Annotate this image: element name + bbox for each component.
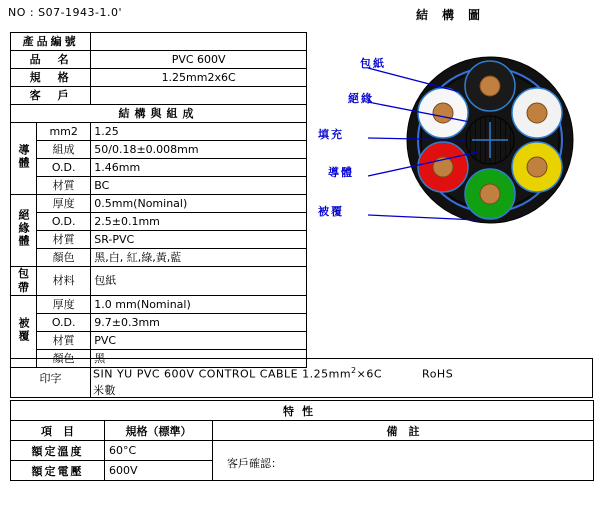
sub-label-tape-material: 材料	[37, 267, 91, 296]
callout-conductor: 導體	[328, 166, 354, 179]
core-yellow-conductor	[527, 157, 547, 177]
value-jacket-color: 黑	[91, 350, 307, 368]
structure-diagram-title: 結構圖	[415, 8, 494, 22]
value-conductor-od: 1.46mm	[91, 159, 307, 177]
print-marking-line2: 米數	[93, 383, 116, 397]
remark-note: 客戶確認：	[213, 441, 594, 481]
value-insulation-od: 2.5±0.1mm	[91, 213, 307, 231]
sub-label-conductor-area: mm2	[37, 123, 91, 141]
table-row	[11, 296, 307, 314]
sub-label-jacket-color: 顏色	[37, 350, 91, 368]
table-row	[11, 332, 307, 350]
sub-label-jacket-od: O.D.	[37, 314, 91, 332]
table-row	[11, 33, 307, 51]
sub-label-conductor-material: 材質	[37, 177, 91, 195]
sub-label-conductor-construction: 組成	[37, 141, 91, 159]
row-value-rated-voltage: 600V	[105, 461, 213, 481]
value-jacket-material: PVC	[91, 332, 307, 350]
group-label-conductor: 導體	[11, 123, 37, 195]
table-row	[11, 87, 307, 105]
table-row	[11, 401, 594, 421]
value-insulation-color: 黑,白, 紅,綠,黃,藍	[91, 249, 307, 267]
value-jacket-thickness: 1.0 mm(Nominal)	[91, 296, 307, 314]
callout-insulation: 絕緣	[348, 92, 374, 105]
row-label-product-name: 品 名	[11, 51, 91, 69]
table-row	[11, 213, 307, 231]
table-row	[11, 314, 307, 332]
value-insulation-thickness: 0.5mm(Nominal)	[91, 195, 307, 213]
sub-label-insulation-od: O.D.	[37, 213, 91, 231]
table-row	[11, 177, 307, 195]
core-white-2-conductor	[433, 103, 453, 123]
characteristics-table	[10, 400, 594, 481]
row-value-rated-temperature: 60°C	[105, 441, 213, 461]
value-insulation-material: SR-PVC	[91, 231, 307, 249]
core-black-conductor	[480, 76, 500, 96]
col-header-item: 項 目	[11, 421, 105, 441]
row-value-customer	[91, 87, 307, 105]
value-conductor-material: BC	[91, 177, 307, 195]
table-row	[11, 141, 307, 159]
row-label-specification: 規 格	[11, 69, 91, 87]
table-row	[11, 69, 307, 87]
sub-label-insulation-material: 材質	[37, 231, 91, 249]
group-label-tape: 包帶	[11, 267, 37, 296]
row-value-product-code	[91, 33, 307, 51]
cable-cross-section-drawing	[310, 30, 600, 270]
row-value-product-name: PVC 600V	[91, 51, 307, 69]
row-label-product-code: 產品編號	[11, 33, 91, 51]
callout-jacket: 被覆	[318, 205, 344, 218]
group-label-insulation: 絕緣體	[11, 195, 37, 267]
row-value-specification: 1.25mm2x6C	[91, 69, 307, 87]
table-row	[11, 249, 307, 267]
sub-label-jacket-thickness: 厚度	[37, 296, 91, 314]
table-row	[11, 195, 307, 213]
document-number: NO : S07-1943-1.0'	[8, 6, 123, 19]
group-label-jacket: 被覆	[11, 296, 37, 368]
callout-tape: 包紙	[360, 57, 386, 70]
sub-label-conductor-od: O.D.	[37, 159, 91, 177]
cable-cross-section-svg	[310, 30, 600, 270]
specification-table	[10, 32, 307, 368]
row-label-rated-voltage: 額定電壓	[11, 461, 105, 481]
table-row	[11, 123, 307, 141]
table-row	[11, 159, 307, 177]
table-row	[11, 441, 594, 461]
value-tape-material: 包紙	[91, 267, 307, 296]
print-marking-value	[93, 363, 588, 399]
print-marking-line1: SIN YU PVC 600V CONTROL CABLE $1.25mm^2\times 6C$ RoHS	[93, 366, 454, 381]
sub-label-jacket-material: 材質	[37, 332, 91, 350]
core-white-conductor	[527, 103, 547, 123]
value-jacket-od: 9.7±0.3mm	[91, 314, 307, 332]
table-row	[11, 51, 307, 69]
section-header-structure: 結構與組成	[11, 105, 307, 123]
core-green-conductor	[480, 184, 500, 204]
sub-label-insulation-thickness: 厚度	[37, 195, 91, 213]
table-row	[11, 105, 307, 123]
col-header-spec: 規格（標準）	[105, 421, 213, 441]
print-marking-label: 印字	[11, 359, 91, 397]
row-label-customer: 客 戶	[11, 87, 91, 105]
table-row	[11, 231, 307, 249]
callout-filler: 填充	[318, 128, 344, 141]
table-row	[11, 421, 594, 441]
value-conductor-construction: 50/0.18±0.008mm	[91, 141, 307, 159]
col-header-remark: 備 註	[213, 421, 594, 441]
table-row	[11, 267, 307, 296]
value-conductor-area: 1.25	[91, 123, 307, 141]
row-label-rated-temperature: 額定溫度	[11, 441, 105, 461]
print-marking-row	[10, 358, 593, 398]
characteristics-title: 特性	[11, 401, 594, 421]
sub-label-insulation-color: 顏色	[37, 249, 91, 267]
